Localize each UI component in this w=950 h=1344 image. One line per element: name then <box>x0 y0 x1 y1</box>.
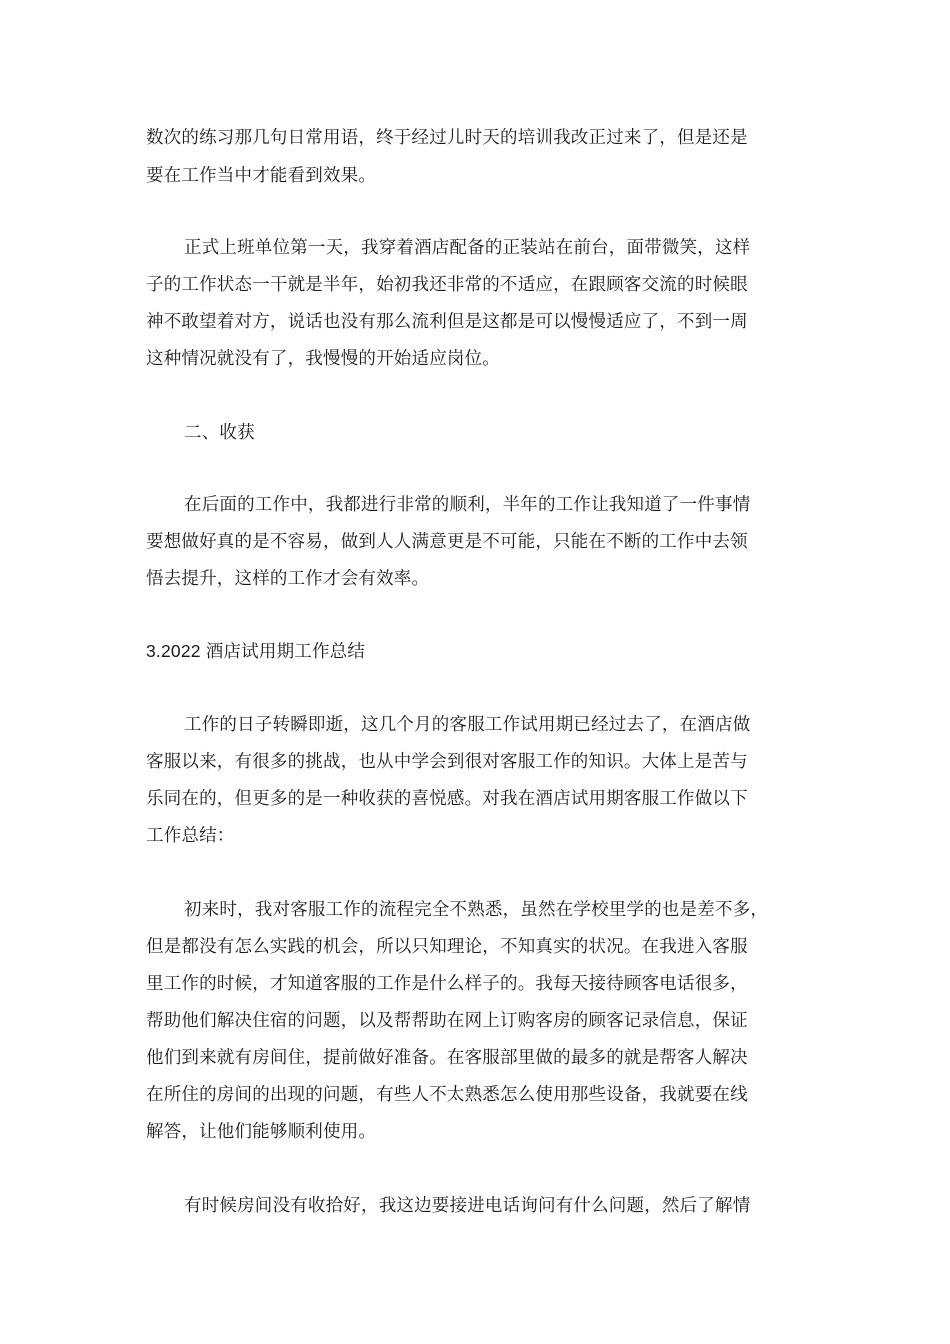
text-line: 初来时，我对客服工作的流程完全不熟悉，虽然在学校里学的也是差不多， <box>184 900 769 920</box>
text-line: 但是都没有怎么实践的机会，所以只知理论，不知真实的状况。在我进入客服 <box>146 937 748 957</box>
text-line: 在后面的工作中，我都进行非常的顺利，半年的工作让我知道了一件事情 <box>184 495 751 515</box>
text-line: 解答，让他们能够顺利使用。 <box>146 1122 377 1142</box>
text-line: 悟去提升，这样的工作才会有效率。 <box>146 569 430 589</box>
text-line: 这种情况就没有了，我慢慢的开始适应岗位。 <box>146 349 500 369</box>
text-line: 要在工作当中才能看到效果。 <box>146 166 377 186</box>
text-line: 工作总结： <box>146 826 235 846</box>
text-line: 乐同在的，但更多的是一种收获的喜悦感。对我在酒店试用期客服工作做以下 <box>146 789 748 809</box>
text-line: 要想做好真的是不容易，做到人人满意更是不可能，只能在不断的工作中去领 <box>146 532 748 552</box>
text-line: 子的工作状态一干就是半年，始初我还非常的不适应，在跟顾客交流的时候眼 <box>146 275 748 295</box>
text-line: 有时候房间没有收拾好，我这边要接进电话询问有什么问题，然后了解情 <box>184 1196 751 1216</box>
text-line: 在所住的房间的出现的问题，有些人不太熟悉怎么使用那些设备，我就要在线 <box>146 1085 748 1105</box>
text-line: 帮助他们解决住宿的问题，以及帮帮助在网上订购客房的顾客记录信息，保证 <box>146 1011 748 1031</box>
text-line: 里工作的时候，才知道客服的工作是什么样子的。我每天接待顾客电话很多， <box>146 974 748 994</box>
subheading-harvest: 二、收获 <box>184 423 255 443</box>
text-line: 他们到来就有房间住，提前做好准备。在客服部里做的最多的就是帮客人解决 <box>146 1048 748 1068</box>
text-line: 正式上班单位第一天，我穿着酒店配备的正装站在前台，面带微笑，这样 <box>184 238 751 258</box>
text-line: 神不敢望着对方，说话也没有那么流利但是这都是可以慢慢适应了，不到一周 <box>146 312 748 332</box>
text-line: 数次的练习那几句日常用语，终于经过儿时天的培训我改正过来了，但是还是 <box>146 128 748 148</box>
text-line: 客服以来，有很多的挑战，也从中学会到很对客服工作的知识。大体上是苦与 <box>146 752 748 772</box>
text-line: 工作的日子转瞬即逝，这几个月的客服工作试用期已经过去了，在酒店做 <box>184 715 751 735</box>
section-title: 3.2022 酒店试用期工作总结 <box>146 641 366 661</box>
